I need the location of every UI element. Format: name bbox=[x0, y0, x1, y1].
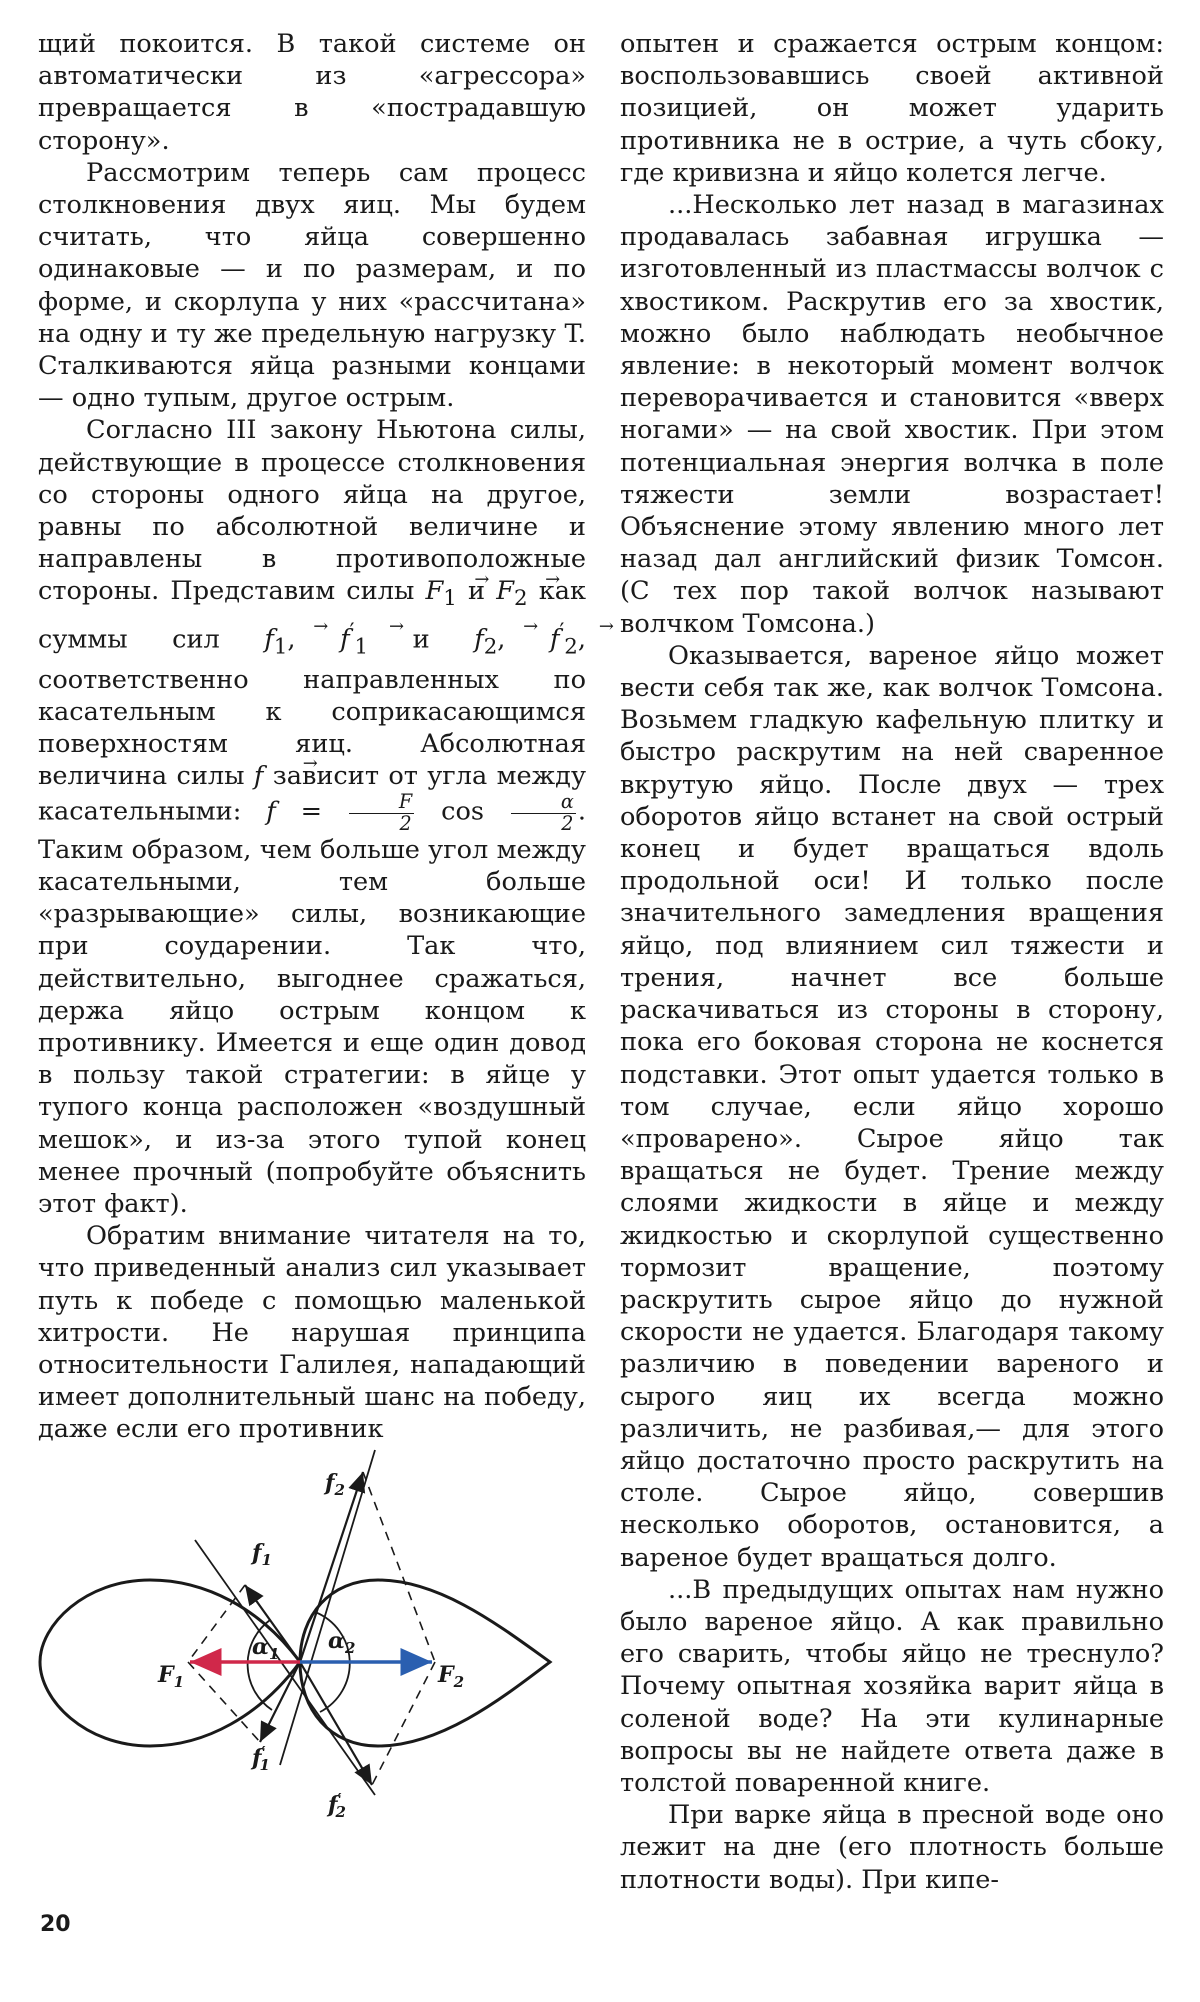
label-f2-prime: f′ 2 bbox=[328, 1790, 346, 1821]
prime: ′ bbox=[349, 618, 355, 644]
cos-symbol: cos bbox=[441, 797, 485, 828]
fraction-numerator: F bbox=[349, 792, 414, 813]
fraction-F-over-2 bbox=[349, 792, 414, 833]
text-run: и bbox=[412, 624, 430, 655]
vector-f1: → f bbox=[264, 624, 273, 654]
prime: ′ bbox=[559, 618, 565, 644]
paragraph-newton-law bbox=[38, 414, 586, 1220]
fraction-denominator: 2 bbox=[561, 811, 574, 835]
label-f1-prime: f′ 1 bbox=[252, 1743, 270, 1774]
tangent-line-1 bbox=[195, 1540, 375, 1795]
vector-F2: → F bbox=[496, 576, 514, 606]
label-F2: $F_2$ bbox=[438, 1662, 465, 1691]
label-f1: $f_1$ bbox=[252, 1540, 272, 1569]
paragraph: Обратим внимание читателя на то, что приведенный анализ сил указывает путь к победе с помощью маленькой хитрости. Не нарушая принципа относительности Галилея, нападающий имеет дополнительный шанс на победу, даже если его противник bbox=[38, 1221, 586, 1445]
vector-f2-prime: → f bbox=[550, 624, 559, 654]
comma: , bbox=[287, 624, 296, 655]
text-run: Согласно III закону Ньютона силы, действующие в процессе столкновения со стороны одного яйца на другое, равны по абсолютной величине и направлены в противоположные стороны. Представим силы bbox=[38, 415, 586, 607]
paragraph: Рассмотрим теперь сам процесс столкновения двух яиц. Мы будем считать, что яйца совершенно одинаковые — и по размерам, и по форме, и скорлупа у них «рассчитана» на одну и ту же предельную нагрузку T. Сталкиваются яйца разными концами — одно тупым, другое острым. bbox=[38, 157, 586, 414]
vector-F1: → F bbox=[426, 576, 444, 606]
dashed-guide bbox=[363, 1472, 435, 1662]
vector-f2: → f bbox=[474, 624, 483, 654]
dashed-guide bbox=[188, 1585, 245, 1662]
text-run: как суммы сил bbox=[38, 576, 587, 655]
left-column bbox=[38, 28, 586, 1446]
subscript: 1 bbox=[443, 586, 457, 612]
subscript: 1 bbox=[273, 634, 288, 660]
comma: , bbox=[577, 624, 587, 655]
comma: , bbox=[497, 624, 506, 655]
paragraph: Оказывается, вареное яйцо может вести себя так же, как волчок Томсона. Возьмем гладкую кафельную плитку и быстро раскрутим на ней сваренное вкрутую яйцо. После двух — трех оборотов яйцо встанет на свой острый конец и будет вращаться вдоль продольной оси! И только после значительного замедления вращения яйцо, под влиянием сил тяжести и трения, начнет все больше раскачиваться из стороны в сторону, пока его боковая сторона не коснется подставки. Этот опыт удается только в том случае, если яйцо хорошо «проварено». Сырое яйцо так вращаться не будет. Трение между слоями жидкости в яйце и между жидкостью и скорлупой существенно тормозит вращение, поэтому раскрутить сырое яйцо до нужной скорости не удается. Благодаря такому различию в поведении вареного и сырого яиц их всегда можно различить, не разбивая,— для этого яйцо достаточно просто раскрутить на столе. Сырое яйцо, совершив несколько оборотов, остановится, а вареное будет вращаться долго. bbox=[620, 640, 1164, 1573]
egg-collision-figure bbox=[30, 1430, 590, 1880]
period: . bbox=[577, 797, 586, 828]
label-F1: $F_1$ bbox=[158, 1662, 185, 1691]
paragraph: щий покоится. В такой системе он автоматически из «агрессора» превращается в «пострадавшую сторону». bbox=[38, 29, 586, 156]
formula-lhs: f = bbox=[266, 797, 323, 828]
paragraph: При варке яйца в пресной воде оно лежит на дне (его плотность больше плотности воды). При кипе- bbox=[620, 1800, 1164, 1895]
subscript: 2 bbox=[564, 634, 578, 660]
paragraph: ...В предыдущих опытах нам нужно было вареное яйцо. А как правильно его сварить, чтобы яйцо не треснуло? Почему опытная хозяйка варит яйца в соленой воде? На эти кулинарные вопросы вы не найдете ответа даже в толстой поваренной книге. bbox=[620, 1574, 1164, 1798]
label-f2: $f_2$ bbox=[325, 1470, 345, 1499]
label-alpha1: $\alpha_1$ bbox=[252, 1634, 280, 1663]
subscript: 2 bbox=[483, 634, 498, 660]
paragraph: опытен и сражается острым концом: воспользовавшись своей активной позицией, он может ударить противника не в острие, а чуть сбоку, где кривизна и яйцо колется легче. bbox=[620, 29, 1164, 188]
text-run: соответственно направленных по касательным к соприкасающимся поверхностям яиц. Абсолютная величина силы bbox=[38, 664, 586, 792]
subscript: 2 bbox=[514, 586, 528, 612]
tangent-line-2 bbox=[280, 1450, 375, 1765]
paragraph: ...Несколько лет назад в магазинах продавалась забавная игрушка — изготовленный из пластмассы волчок с хвостиком. Раскрутив его за хвостик, можно было наблюдать необычное явление: в некоторый момент волчок переворачивается и становится «вверх ногами» — на свой хвостик. При этом потенциальная энергия волчка в поле тяжести земли возрастает! Объяснение этому явлению много лет назад дал английский физик Томсон. (С тех пор такой волчок называют волчком Томсона.) bbox=[620, 190, 1164, 639]
text-run: и bbox=[468, 576, 486, 607]
subscript: 1 bbox=[354, 634, 369, 660]
page-number: 20 bbox=[40, 1912, 71, 1937]
text-run: Таким образом, чем больше угол между касательными, тем больше «разрывающие» силы, возникающие при соударении. Так что, действительно, выгоднее сражаться, держа яйцо острым концом к противнику. Имеется и еще один довод в пользу такой стратегии: в яйце у тупого конца расположен «воздушный мешок», и из-за этого тупой конец менее прочный (попробуйте объяснить этот факт). bbox=[38, 834, 586, 1219]
force-f2-prime-arrow bbox=[300, 1662, 372, 1785]
fraction-numerator: α bbox=[511, 792, 576, 813]
text-run: зависит от угла между касательными: bbox=[38, 761, 587, 828]
fraction-alpha-over-2 bbox=[511, 792, 576, 833]
force-f1-prime-arrow bbox=[260, 1662, 300, 1742]
right-column bbox=[620, 28, 1164, 1896]
vector-f1-prime: → f bbox=[340, 624, 349, 654]
vector-f: → f bbox=[254, 761, 263, 791]
dashed-guide bbox=[372, 1662, 435, 1785]
label-alpha2: $\alpha_2$ bbox=[328, 1628, 356, 1657]
fraction-denominator: 2 bbox=[399, 811, 412, 835]
